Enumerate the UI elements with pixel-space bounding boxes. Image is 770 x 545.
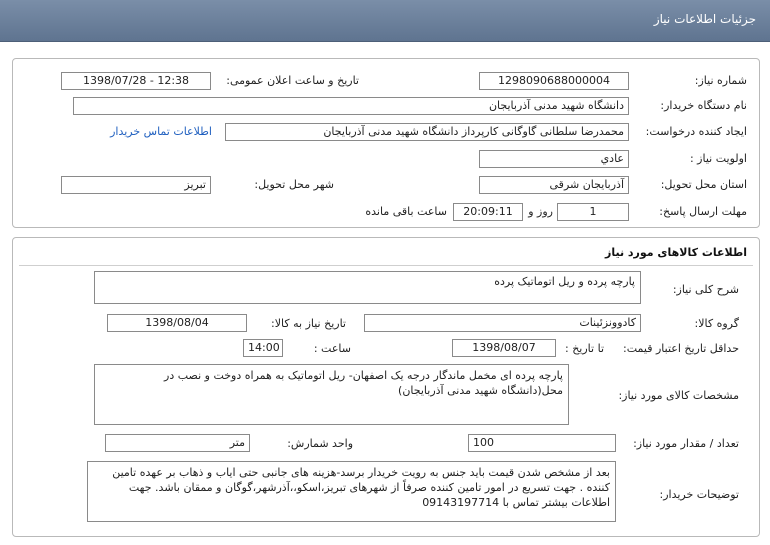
goods-section-title: اطلاعات کالاهای مورد نیاز: [605, 246, 747, 259]
goods-group-field[interactable]: کادوونزئینات: [364, 314, 641, 332]
buyer-org-label: نام دستگاه خریدار:: [660, 99, 747, 112]
quantity-label: تعداد / مقدار مورد نیاز:: [633, 437, 739, 450]
delivery-city-field[interactable]: تبریز: [61, 176, 211, 194]
days-and-label: روز و: [528, 205, 553, 218]
priority-label: اولویت نیاز :: [689, 152, 747, 165]
quantity-field[interactable]: 100: [468, 434, 616, 452]
page-header: [0, 0, 770, 42]
request-creator-label: ایجاد کننده درخواست:: [645, 125, 747, 138]
hour-label: ساعت :: [313, 342, 351, 355]
buyer-contact-link[interactable]: اطلاعات تماس خریدار: [110, 125, 212, 138]
need-number-label: شماره نیاز:: [694, 74, 747, 87]
remaining-time-label: ساعت باقی مانده: [365, 205, 447, 218]
goods-specs-field[interactable]: پارچه پرده ای مخمل ماندگار درجه یک اصفهان- ریل اتوماتیک به همراه دوخت و نصب در محل(دانشگاه شهید مدنی آذربایجان): [94, 364, 569, 425]
priority-field[interactable]: عادي: [479, 150, 629, 168]
price-validity-label: حداقل تاریخ اعتبار قیمت:: [623, 342, 739, 355]
until-date-field[interactable]: 1398/08/07: [452, 339, 556, 357]
page-title: جزئیات اطلاعات نیاز: [653, 12, 756, 26]
section-divider: [19, 265, 753, 266]
buyer-notes-label: توضیحات خریدار:: [659, 488, 739, 501]
general-description-label: شرح کلی نیاز:: [672, 283, 739, 296]
buyer-notes-field[interactable]: بعد از مشخص شدن قیمت باید جنس به رویت خریدار برسد-هزینه های جانبی حتی ایاب و ذهاب بر عهده تامین کننده . جهت تسریع در امور تامین کننده صرفاً از شهرهای تبریز،اسکو،،آذرشهر،گوگان و ممقان باشد. جهت اطلاعات بیشتر تماس با 09143197714: [87, 461, 616, 522]
buyer-org-field[interactable]: دانشگاه شهید مدنی آذربایجان: [73, 97, 629, 115]
until-date-label: تا تاریخ :: [565, 342, 604, 355]
hour-field[interactable]: 14:00: [243, 339, 283, 357]
goods-specs-label: مشخصات کالای مورد نیاز:: [618, 389, 739, 402]
general-description-field[interactable]: پارچه پرده و ریل اتوماتیک پرده: [94, 271, 641, 304]
need-date-label: تاریخ نیاز به کالا:: [271, 317, 346, 330]
delivery-city-label: شهر محل تحویل:: [254, 178, 334, 191]
deadline-days-field[interactable]: 1: [557, 203, 629, 221]
deadline-label: مهلت ارسال پاسخ:: [659, 205, 747, 218]
announce-date-field[interactable]: 1398/07/28 - 12:38: [61, 72, 211, 90]
goods-group-label: گروه کالا:: [694, 317, 739, 330]
goods-info-panel: [12, 237, 760, 537]
need-date-field[interactable]: 1398/08/04: [107, 314, 247, 332]
announce-date-label: تاریخ و ساعت اعلان عمومی:: [226, 74, 359, 87]
request-creator-field[interactable]: محمدرضا سلطانی گاوگانی کارپرداز دانشگاه شهید مدنی آذربایجان: [225, 123, 629, 141]
unit-field[interactable]: متر: [105, 434, 250, 452]
deadline-time-field[interactable]: 20:09:11: [453, 203, 523, 221]
need-number-field[interactable]: 1298090688000004: [479, 72, 629, 90]
need-info-panel: [12, 58, 760, 228]
unit-label: واحد شمارش:: [287, 437, 353, 450]
delivery-province-label: استان محل تحویل:: [660, 178, 747, 191]
delivery-province-field[interactable]: آذربایجان شرقی: [479, 176, 629, 194]
